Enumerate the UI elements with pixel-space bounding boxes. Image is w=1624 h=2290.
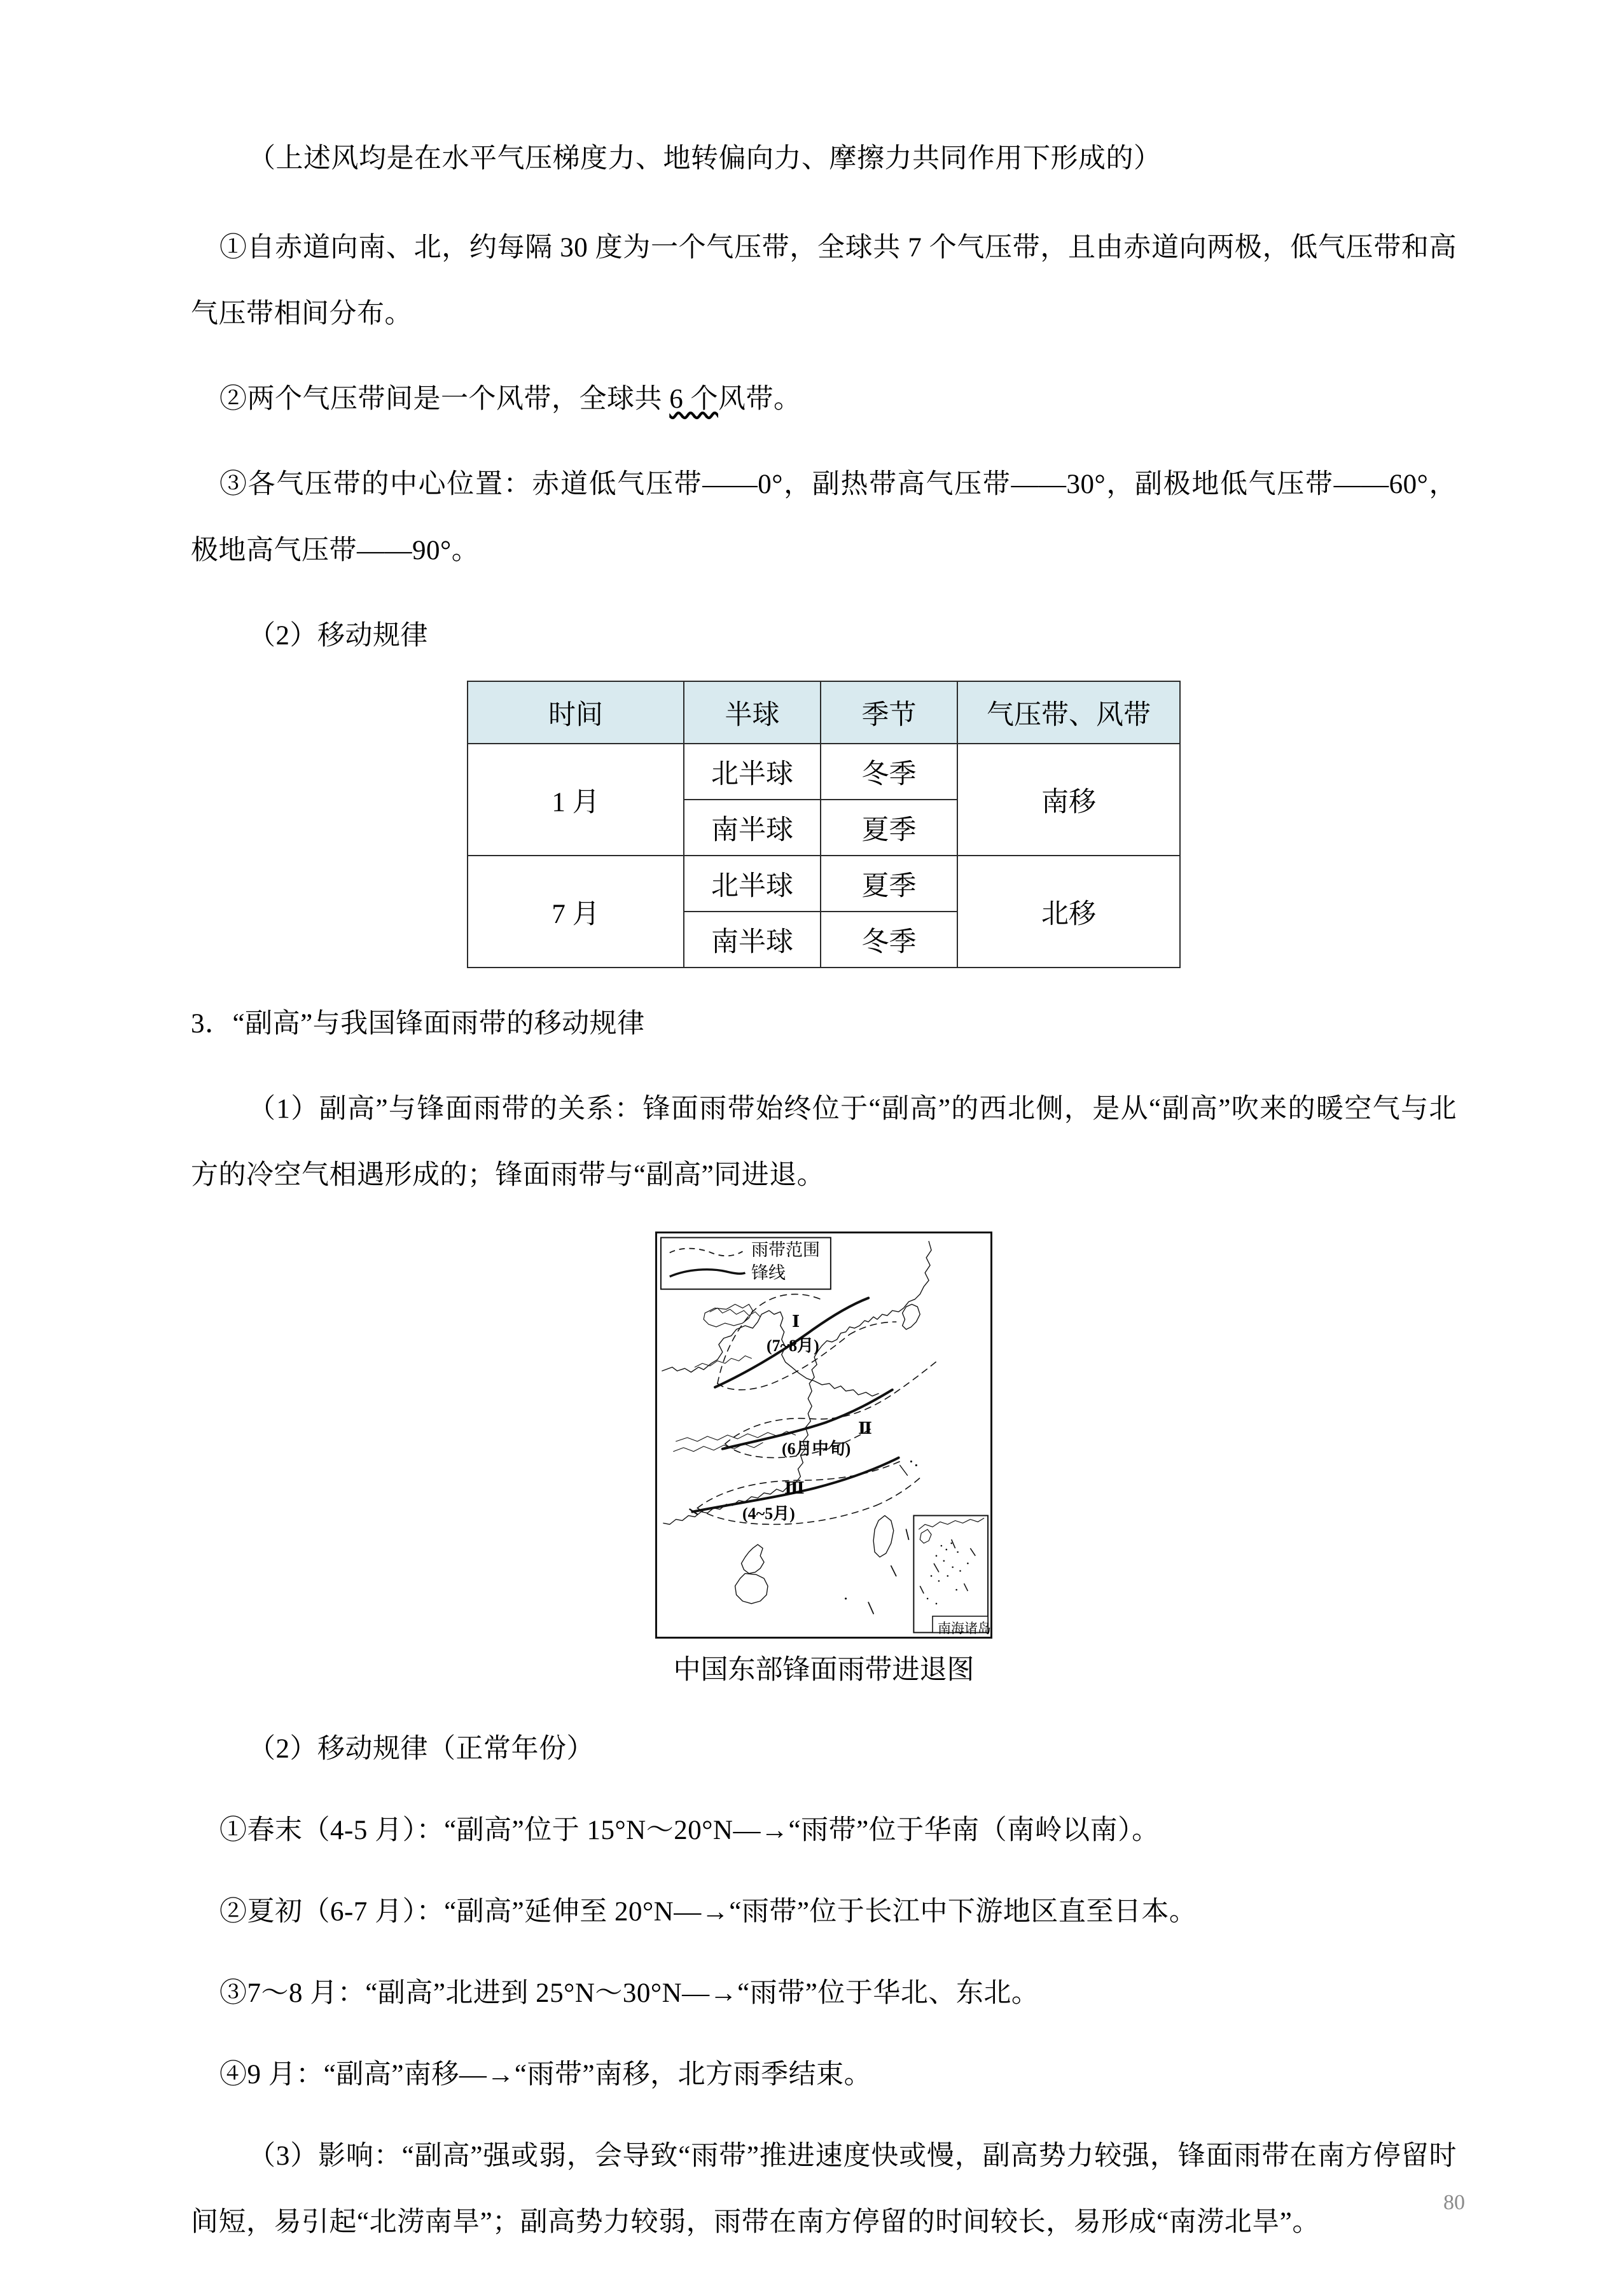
map-label-belt-1-roman: Ⅰ <box>792 1312 800 1331</box>
map-figure <box>655 1232 992 1639</box>
map-label-belt-3-roman: Ⅲ <box>784 1479 805 1497</box>
table-row <box>468 856 1180 912</box>
paragraph-movement-3: ③7～8 月：“副高”北进到 25°N～30°N—→“雨带”位于华北、东北。 <box>219 1978 1039 2008</box>
cell-hemisphere: 北半球 <box>684 856 821 912</box>
map-label-belt-2-period: (6月中旬) <box>782 1440 851 1458</box>
map-inset-label: 南海诸岛 <box>938 1621 991 1636</box>
table-header-season: 季节 <box>821 681 957 744</box>
legend-label-rain-range: 雨带范围 <box>751 1240 820 1260</box>
paragraph-movement-4: ④9 月：“副高”南移—→“雨带”南移，北方雨季结束。 <box>219 2060 872 2090</box>
paragraph-item-2-highlight: 6 个 <box>669 384 718 414</box>
page-number: 80 <box>1443 2191 1465 2214</box>
cell-season: 冬季 <box>821 912 957 968</box>
paragraph-item-3: ③各气压带的中心位置：赤道低气压带——0°，副热带高气压带——30°，副极地低气压带——60°，极地高气压带——90°。 <box>191 469 1457 566</box>
table-header-row <box>468 681 1180 744</box>
paragraph-section-2-movement-heading: （2）移动规律（正常年份） <box>248 1734 594 1764</box>
legend-label-front-line: 锋线 <box>751 1263 786 1282</box>
cell-time-july: 7 月 <box>468 856 684 968</box>
paragraph-movement-1: ①春末（4-5 月）：“副高”位于 15°N～20°N—→“雨带”位于华南（南岭以南）。 <box>219 1815 1160 1845</box>
paragraph-item-2-part-c: 风带。 <box>718 384 802 414</box>
table-header-band: 气压带、风带 <box>957 681 1180 744</box>
cell-season: 夏季 <box>821 856 957 912</box>
map-label-belt-1-period: (7~8月) <box>767 1336 819 1355</box>
cell-band-south: 南移 <box>957 744 1180 856</box>
paragraph-item-1: ①自赤道向南、北，约每隔 30 度为一个气压带，全球共 7 个气压带，且由赤道向两极，低气压带和高气压带相间分布。 <box>191 233 1457 329</box>
cell-hemisphere: 南半球 <box>684 912 821 968</box>
table-header-hemisphere: 半球 <box>684 681 821 744</box>
paragraph-section-3-heading: 3．“副高”与我国锋面雨带的移动规律 <box>191 1009 645 1039</box>
map-illustration <box>657 1233 990 1637</box>
migration-table-wrapper <box>191 681 1457 968</box>
paragraph-item-2 <box>191 366 1457 433</box>
figure-block <box>191 1232 1457 1690</box>
table-row <box>468 744 1180 800</box>
document-body <box>191 0 1457 2256</box>
paragraph-intro: （上述风均是在水平气压梯度力、地转偏向力、摩擦力共同作用下形成的） <box>248 144 1162 174</box>
cell-hemisphere: 北半球 <box>684 744 821 800</box>
cell-time-january: 1 月 <box>468 744 684 856</box>
map-label-belt-3-period: (4~5月) <box>742 1504 795 1523</box>
cell-season: 夏季 <box>821 800 957 856</box>
migration-table <box>467 681 1181 968</box>
figure-caption: 中国东部锋面雨带进退图 <box>673 1655 975 1685</box>
map-inset-south-china-sea <box>913 1516 988 1633</box>
paragraph-impact: （3）影响：“副高”强或弱，会导致“雨带”推进速度快或慢，副高势力较强，锋面雨带在南方停留时间短，易引起“北涝南旱”；副高势力较弱，雨带在南方停留的时间较长，易形成“南涝北旱”。 <box>191 2141 1457 2237</box>
cell-band-north: 北移 <box>957 856 1180 968</box>
paragraph-movement-2: ②夏初（6-7 月）：“副高”延伸至 20°N—→“雨带”位于长江中下游地区直至日本。 <box>219 1897 1197 1927</box>
table-header-time: 时间 <box>468 681 684 744</box>
cell-season: 冬季 <box>821 744 957 800</box>
paragraph-relationship: （1）副高”与锋面雨带的关系：锋面雨带始终位于“副高”的西北侧，是从“副高”吹来的暖空气与北方的冷空气相遇形成的；锋面雨带与“副高”同进退。 <box>191 1094 1457 1190</box>
cell-hemisphere: 南半球 <box>684 800 821 856</box>
map-label-belt-2-roman: Ⅱ <box>858 1419 872 1438</box>
paragraph-section-2-heading: （2）移动规律 <box>248 621 428 651</box>
paragraph-item-2-part-a: ②两个气压带间是一个风带，全球共 <box>219 384 670 414</box>
